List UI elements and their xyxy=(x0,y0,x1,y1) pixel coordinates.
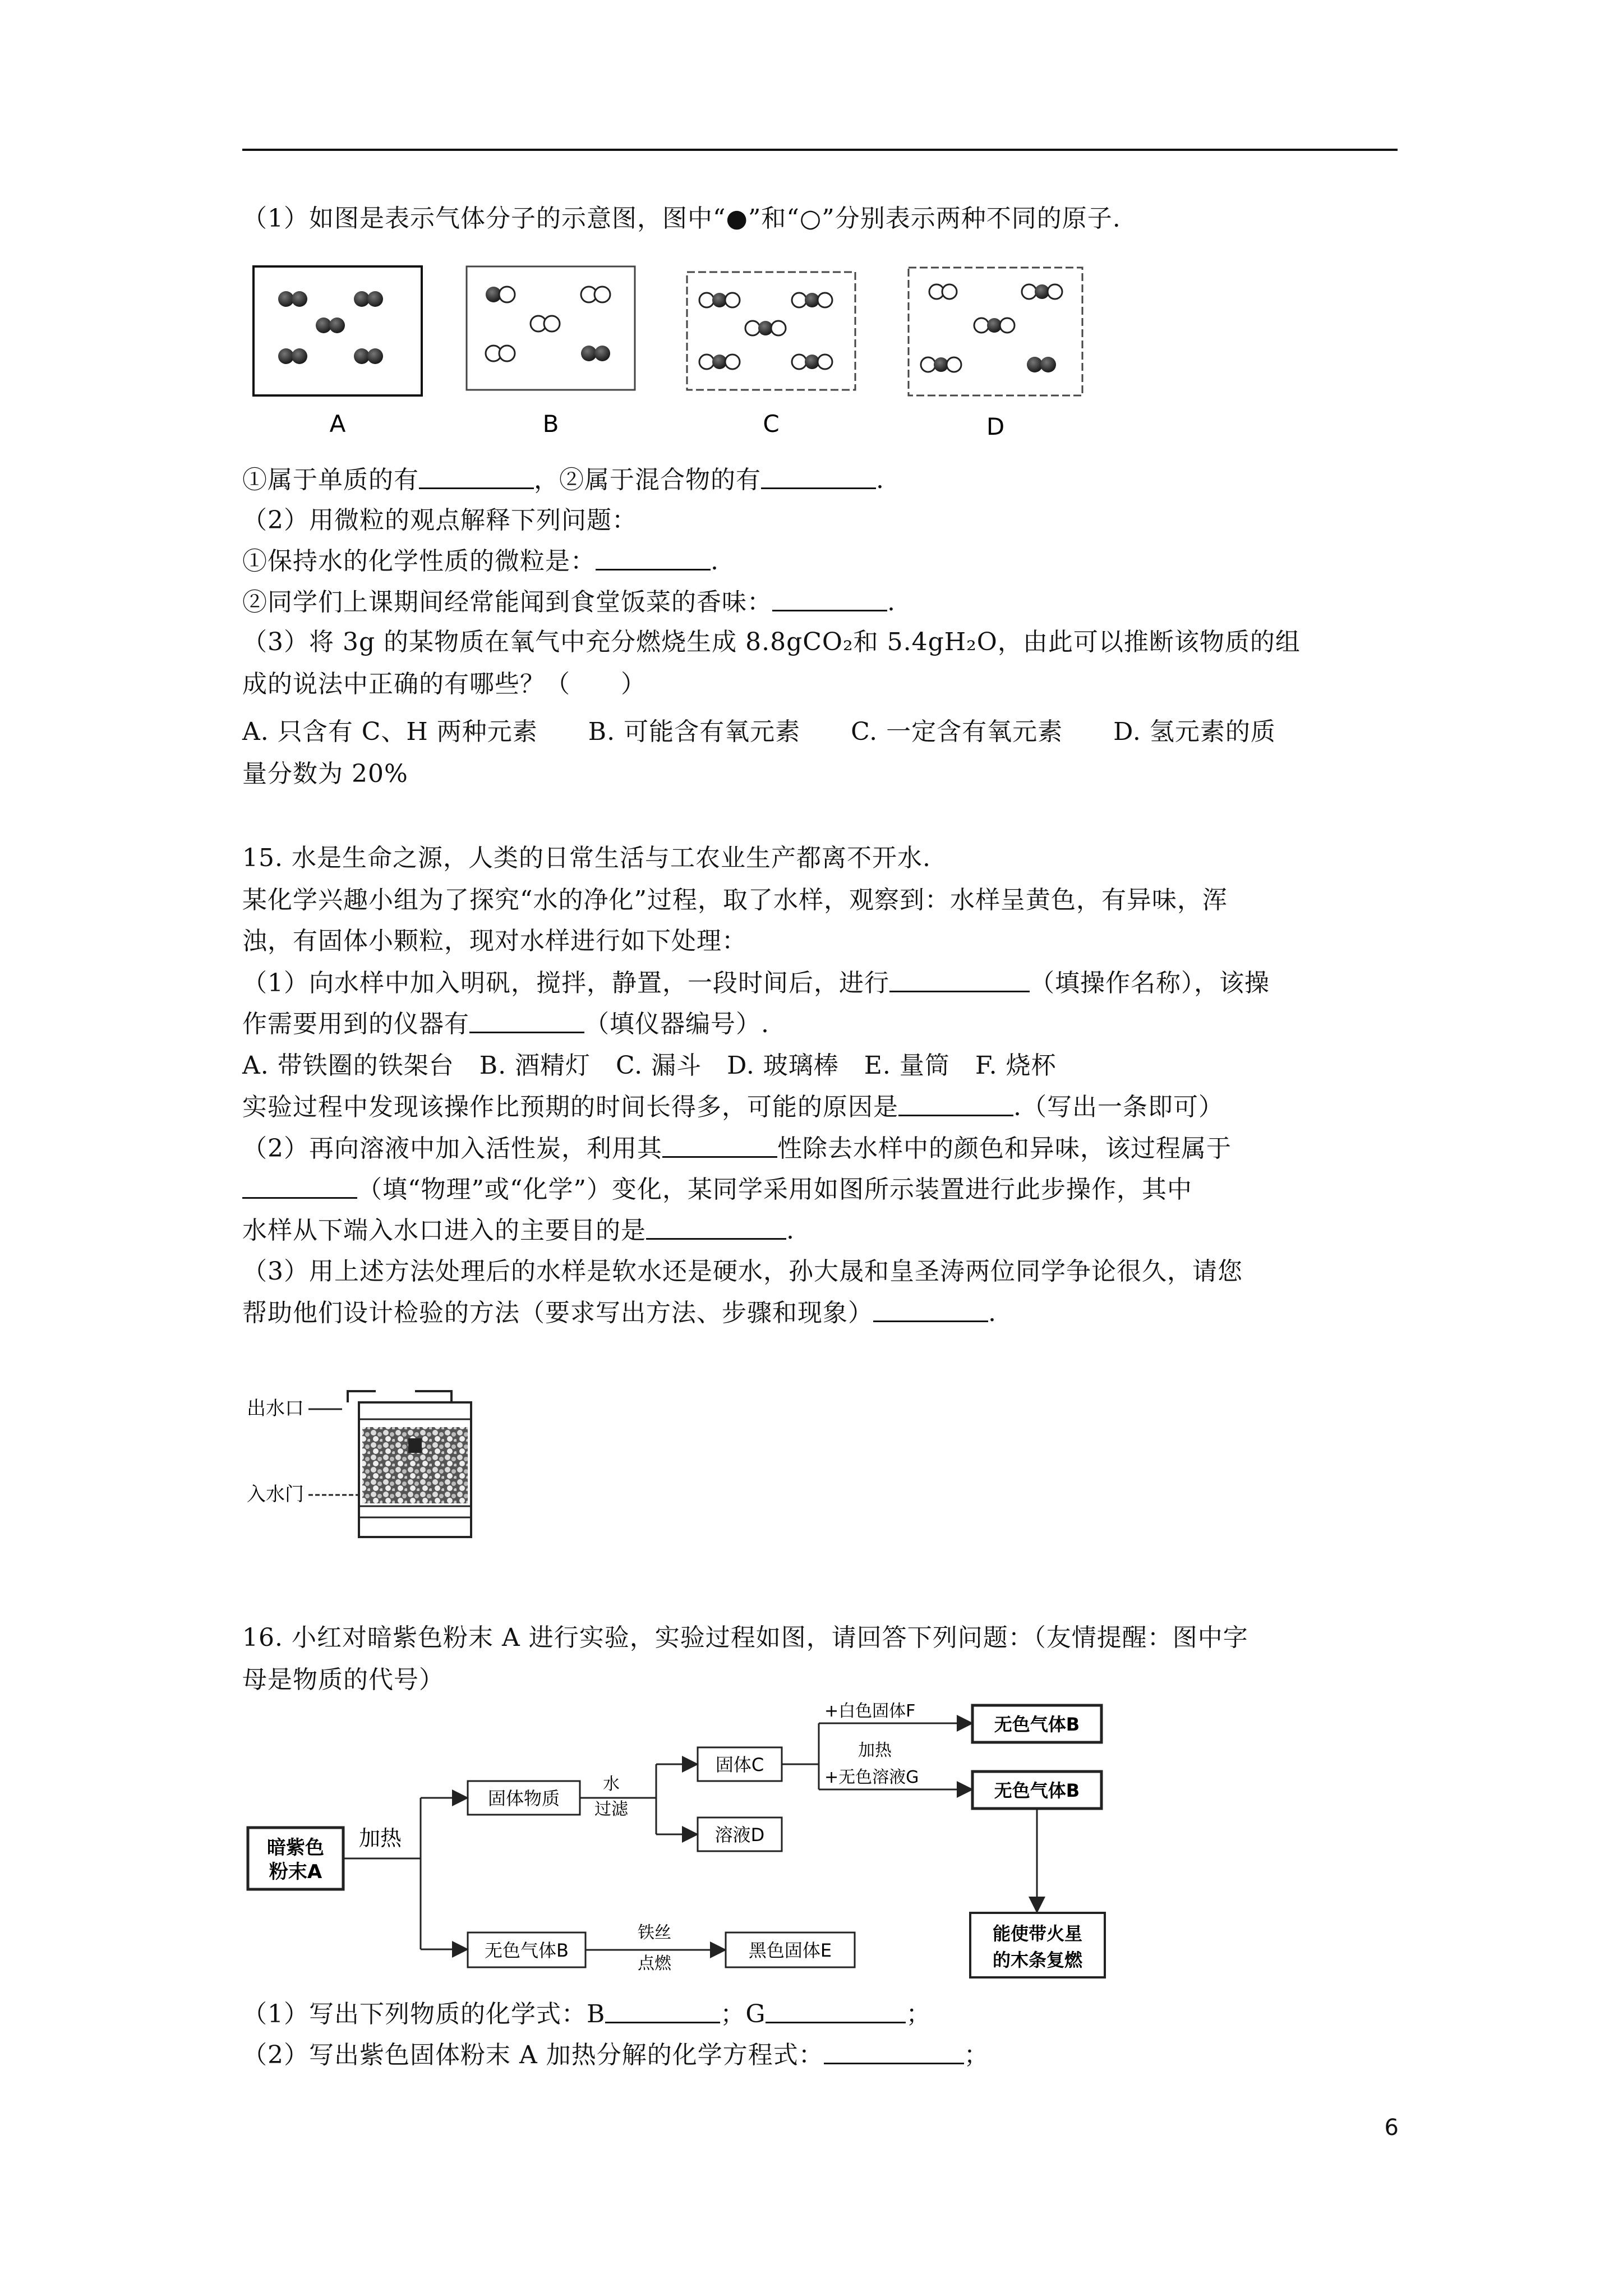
answer-blank[interactable] xyxy=(766,1997,906,2023)
add-white-solid-f-label: +白色固体F xyxy=(824,1701,916,1721)
filter-label: 过滤 xyxy=(594,1800,628,1819)
black-solid-e-box: 黑色固体E xyxy=(748,1940,832,1961)
panel-d xyxy=(909,268,1082,395)
panel-c xyxy=(687,272,855,390)
answer-blank[interactable] xyxy=(824,2038,964,2064)
q15-line7: 实验过程中发现该操作比预期的时间长得多，可能的原因是 .（写出一条即可） xyxy=(242,1090,1398,1124)
answer-blank[interactable] xyxy=(772,585,887,611)
molecule-diagram xyxy=(247,255,1110,440)
solid-substance-box: 固体物质 xyxy=(487,1788,560,1809)
gas-b-box-2: 无色气体B xyxy=(994,1780,1080,1801)
box-a-line1: 暗紫色 xyxy=(267,1837,324,1859)
filter-apparatus-diagram xyxy=(247,1380,538,1548)
label-b: B xyxy=(542,410,559,438)
ignite-label: 点燃 xyxy=(638,1954,671,1973)
q14-part1-text: （1）如图是表示气体分子的示意图，图中“●”和“○”分别表示两种不同的原子. xyxy=(242,204,1121,233)
panel-a xyxy=(253,266,422,395)
q15-options: A. 带铁圈的铁架台 B. 酒精灯 C. 漏斗 D. 玻璃棒 E. 量筒 F. 烧杯 xyxy=(242,1051,1057,1080)
label-a: A xyxy=(329,410,346,438)
water-label: 水 xyxy=(603,1774,620,1794)
panel-b xyxy=(467,266,635,390)
q15-line2: 某化学兴趣小组为了探究“水的净化”过程，取了水样，观察到：水样呈黄色，有异味，浑 xyxy=(242,886,1228,914)
q16-answer2: （2）写出紫色固体粉末 A 加热分解的化学方程式： ； xyxy=(242,2038,1398,2072)
q14-part3-line2: 成的说法中正确的有哪些？（ ） xyxy=(242,670,646,698)
heat2-label: 加热 xyxy=(858,1741,892,1760)
answer-blank[interactable] xyxy=(469,1007,584,1033)
q15-line8: （2）再向溶液中加入活性炭，利用其 性除去水样中的颜色和异味，该过程属于 xyxy=(242,1131,1398,1166)
iron-wire-label: 铁丝 xyxy=(638,1923,671,1943)
q14-part2-text: （2）用微粒的观点解释下列问题： xyxy=(242,506,637,535)
q15-line4: （1）向水样中加入明矾，搅拌，静置，一段时间后，进行 （填操作名称），该操 xyxy=(242,966,1398,1000)
answer-blank[interactable] xyxy=(646,1213,786,1240)
q14-part3-line1: （3）将 3g 的某物质在氧气中充分燃烧生成 8.8gCO₂和 5.4gH₂O，由此可以推断该物质的组 xyxy=(242,628,1301,656)
q15-line10: 水样从下端入水口进入的主要目的是 . xyxy=(242,1213,1398,1248)
gas-b-box-3: 无色气体B xyxy=(485,1940,569,1961)
q16-title-cont: 母是物质的代号） xyxy=(242,1665,444,1694)
relight-box-line2: 的木条复燃 xyxy=(992,1949,1083,1971)
q16-answer1: （1）写出下列物质的化学式：B ；G ； xyxy=(242,1997,1398,2031)
q15-title: 15. 水是生命之源，人类的日常生活与工农业生产都离不开水. xyxy=(242,844,931,872)
label-d: D xyxy=(986,413,1005,440)
q15-line5: 作需要用到的仪器有 （填仪器编号）. xyxy=(242,1007,1398,1041)
answer-blank[interactable] xyxy=(662,1131,777,1158)
inlet-label: 入水门 xyxy=(247,1483,304,1506)
answer-blank[interactable] xyxy=(242,1172,357,1199)
q14-part3-options-cont: 量分数为 20% xyxy=(242,760,408,788)
heat-label: 加热 xyxy=(359,1826,402,1851)
answer-blank[interactable] xyxy=(596,544,711,570)
q15-line12: 帮助他们设计检验的方法（要求写出方法、步骤和现象） . xyxy=(242,1296,1398,1330)
q14-part1-answer: ①属于单质的有 ，②属于混合物的有 . xyxy=(242,463,1398,497)
flowchart-diagram xyxy=(241,1700,1195,1991)
answer-blank[interactable] xyxy=(898,1090,1013,1116)
answer-blank[interactable] xyxy=(873,1296,988,1322)
add-colorless-solution-g-label: +无色溶液G xyxy=(824,1768,919,1787)
gas-b-box-1: 无色气体B xyxy=(994,1714,1080,1735)
solution-d-box: 溶液D xyxy=(714,1824,765,1846)
q15-line11: （3）用上述方法处理后的水样是软水还是硬水，孙大晟和皇圣涛两位同学争论很久，请您 xyxy=(242,1257,1243,1286)
answer-blank[interactable] xyxy=(419,463,534,489)
answer-blank[interactable] xyxy=(761,463,876,489)
header-rule xyxy=(242,149,1398,151)
relight-box-line1: 能使带火星 xyxy=(992,1923,1083,1944)
solid-c-box: 固体C xyxy=(715,1754,764,1775)
q14-part2-line1: ①保持水的化学性质的微粒是： . xyxy=(242,544,1398,578)
answer-blank[interactable] xyxy=(889,966,1030,992)
q16-title: 16. 小红对暗紫色粉末 A 进行实验，实验过程如图，请回答下列问题：（友情提醒：图中字 xyxy=(242,1623,1248,1652)
q15-line3: 浊，有固体小颗粒，现对水样进行如下处理： xyxy=(242,927,747,955)
answer-blank[interactable] xyxy=(605,1997,720,2023)
label-c: C xyxy=(763,410,780,438)
page-number: 6 xyxy=(1384,2115,1399,2141)
q14-part2-line2: ②同学们上课期间经常能闻到食堂饭菜的香味： . xyxy=(242,585,1398,619)
q15-line9: （填“物理”或“化学”）变化，某同学采用如图所示装置进行此步操作，其中 xyxy=(242,1172,1398,1207)
box-a-line2: 粉末A xyxy=(269,1861,322,1883)
q14-part3-options: A. 只含有 C、H 两种元素 B. 可能含有氧元素 C. 一定含有氧元素 D. 氢元素的质 xyxy=(242,717,1276,746)
outlet-label: 出水口 xyxy=(247,1397,304,1420)
